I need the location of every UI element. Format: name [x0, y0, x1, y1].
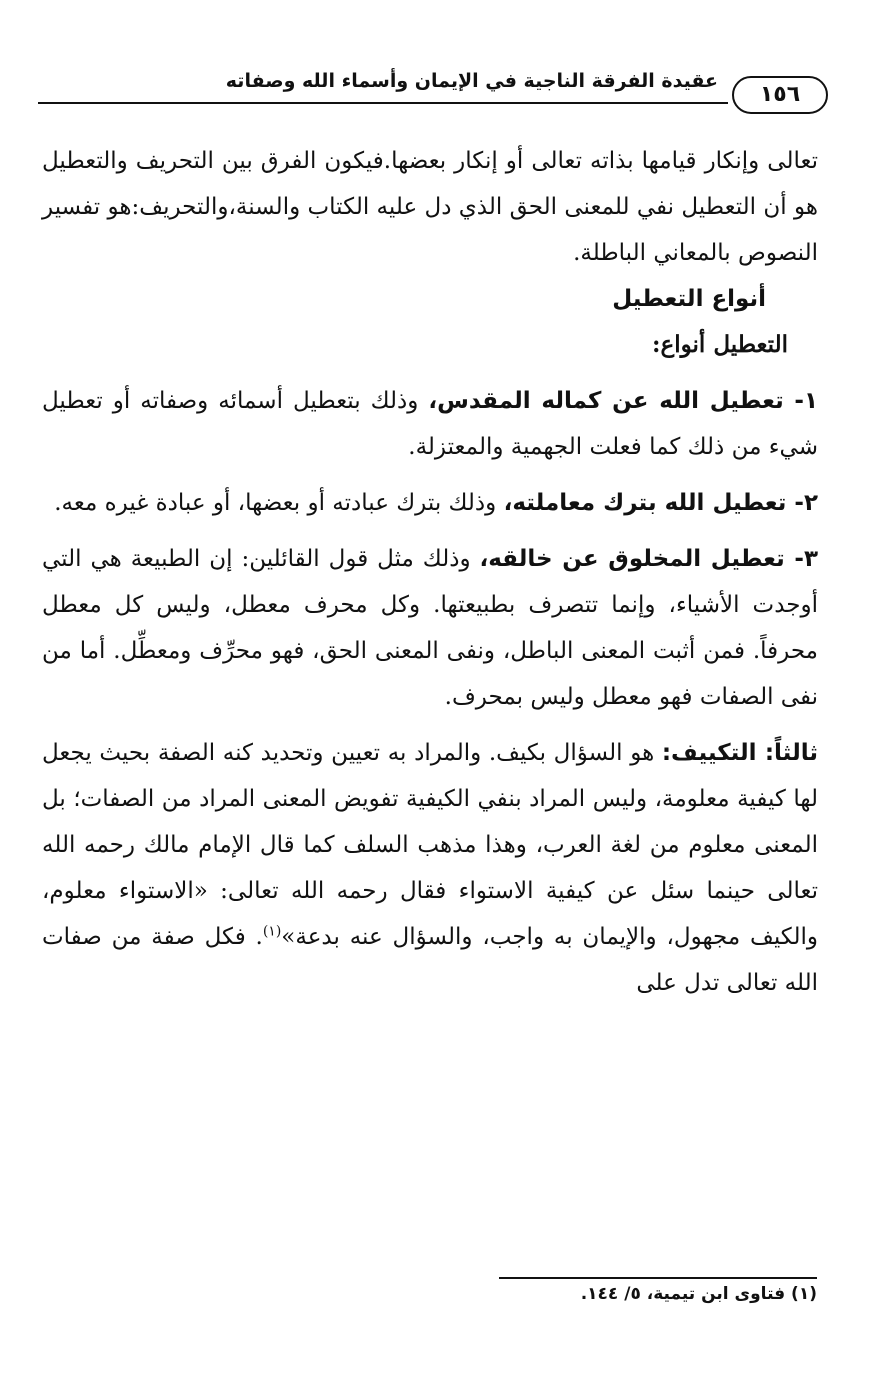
paragraph-intro: تعالى وإنكار قيامها بذاته تعالى أو إنكار بعضها.فيكون الفرق بين التحريف والتعطيل هو أن التعطيل نفي للمعنى الحق الذي دل عليه الكتاب والسنة،والتحريف:هو تفسير النصوص بالمعاني الباطلة. — [42, 148, 818, 266]
footnote-reference[interactable]: (١) — [262, 923, 282, 940]
list-item-2-lead: ٢- تعطيل الله بترك معاملته، — [503, 490, 818, 516]
page-number-badge: ١٥٦ — [732, 76, 828, 114]
list-item-3-text: وذلك مثل قول القائلين: إن الطبيعة هي التي أوجدت الأشياء، وإنما تتصرف بطبيعتها. وكل محرف معطل، وليس كل معطل محرفاً. فمن أثبت المعنى الباطل، ونفى المعنى الحق، فهو محرِّف ومعطِّل. أما من نفى الصفات فهو معطل وليس بمحرف. — [42, 546, 818, 710]
list-item-1-text: وذلك بتعطيل أسمائه وصفاته أو تعطيل شيء من ذلك كما فعلت الجهمية والمعتزلة. — [42, 388, 818, 460]
takyif-text: هو السؤال بكيف. والمراد به تعيين وتحديد كنه الصفة بحيث يجعل لها كيفية معلومة، وليس المراد بنفي الكيفية تفويض المعنى المراد من الصفات؛ بل المعنى معلوم من لغة العرب، وهذا مذهب السلف كما قال الإمام مالك رحمه الله تعالى حينما سئل عن كيفية الاستواء فقال رحمه الله تعالى: «الاستواء معلوم، والكيف مجهول، والإيمان به واجب، والسؤال عنه بدعة» — [42, 740, 818, 950]
takyif-lead: ثالثاً: التكييف: — [661, 740, 818, 766]
header-title: عقيدة الفرقة الناجية في الإيمان وأسماء الله وصفاته — [225, 70, 718, 92]
list-item-2-text: وذلك بترك عبادته أو بعضها، أو عبادة غيره معه. — [54, 490, 504, 516]
main-text — [42, 138, 818, 1006]
header-rule — [38, 102, 728, 104]
footnote: (١) فتاوى ابن تيمية، ٥/ ١٤٤. — [580, 1284, 817, 1304]
list-item-3 — [42, 536, 818, 720]
list-item-3-lead: ٣- تعطيل المخلوق عن خالقه، — [479, 546, 818, 572]
list-item-1 — [42, 378, 818, 470]
footnote-rule — [499, 1277, 817, 1279]
takyif-tail: . فكل صفة من صفات الله تعالى تدل على — [42, 924, 818, 996]
running-header — [38, 62, 828, 114]
paragraph-takyif — [42, 730, 818, 1006]
section-heading-types: أنواع التعطيل — [612, 286, 766, 312]
subheading-ta3til: التعطيل أنواع: — [652, 331, 788, 358]
list-item-1-lead: ١- تعطيل الله عن كماله المقدس، — [428, 388, 819, 414]
list-item-2 — [42, 480, 818, 526]
